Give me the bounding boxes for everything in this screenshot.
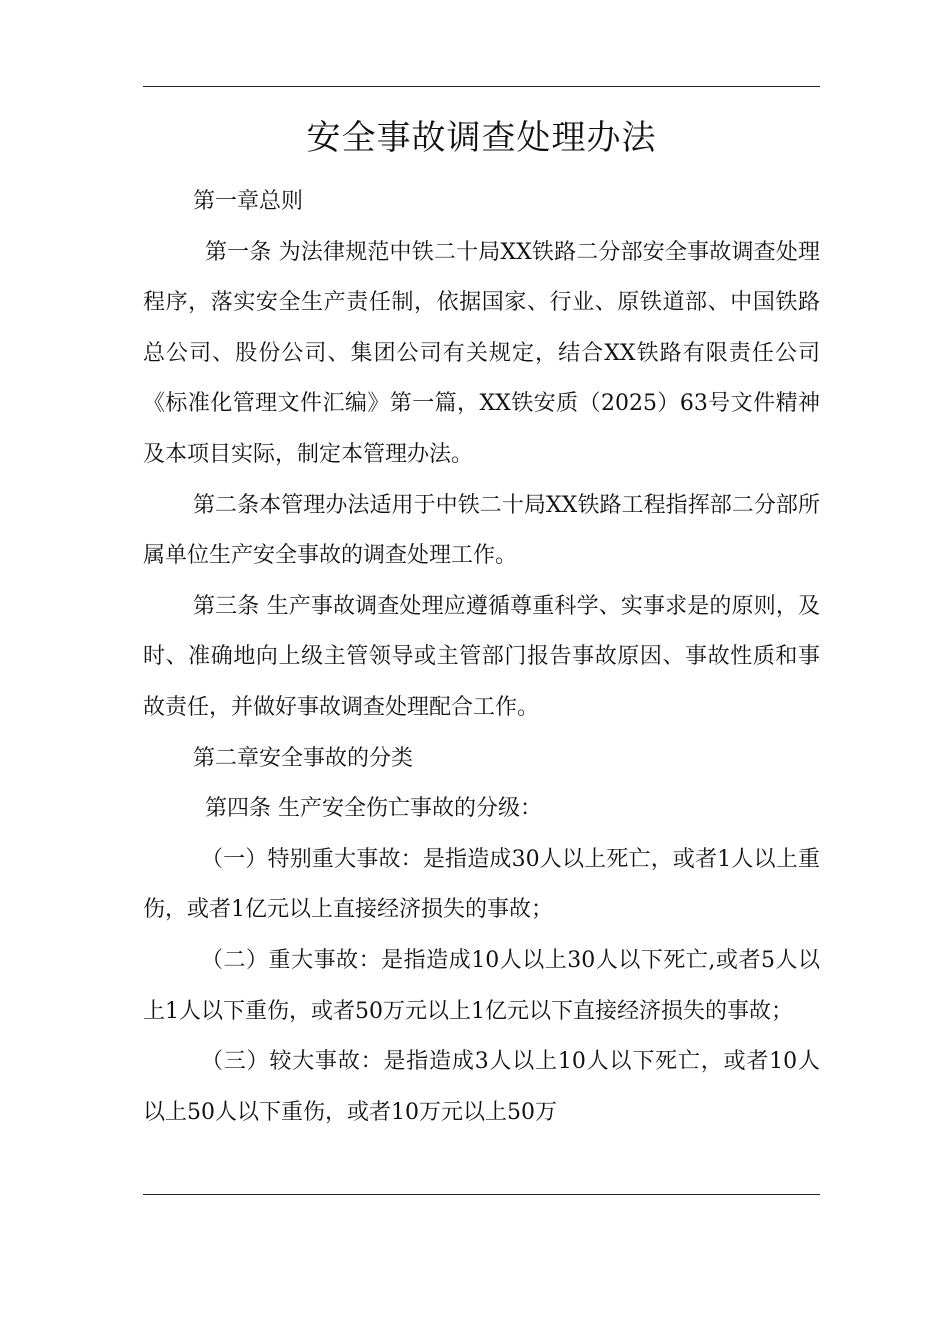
clause-1: （一）特别重大事故：是指造成30人以上死亡，或者1人以上重伤，或者1亿元以上直接经济损失的事故；: [143, 846, 820, 923]
article-3: 第三条 生产事故调查处理应遵循尊重科学、实事求是的原则，及时、准确地向上级主管领导或主管部门报告事故原因、事故性质和事故责任，并做好事故调查处理配合工作。: [143, 593, 820, 720]
document-body: [143, 177, 820, 1138]
clause-2: （二）重大事故：是指造成10人以上30人以下死亡,或者5人以上1人以下重伤，或者50万元以上1亿元以下直接经济损失的事故；: [143, 947, 820, 1024]
chapter-heading-2: 第二章安全事故的分类: [193, 745, 414, 771]
article-2: 第二条本管理办法适用于中铁二十局XX铁路工程指挥部二分部所属单位生产安全事故的调查处理工作。: [143, 492, 820, 569]
header-rule: [143, 86, 820, 87]
chapter-heading-1: 第一章总则: [193, 189, 304, 214]
article-4: 第四条 生产安全伤亡事故的分级：: [205, 796, 542, 822]
article-1: 第一条 为法律规范中铁二十局XX铁路二分部安全事故调查处理程序，落实安全生产责任制，依据国家、行业、原铁道部、中国铁路总公司、股份公司、集团公司有关规定，结合XX铁路有限责任公司《标准化管理文件汇编》第一篇，XX铁安质（2025）63号文件精神及本项目实际，制定本管理办法。: [143, 239, 820, 467]
clause-3: （三）较大事故：是指造成3人以上10人以下死亡，或者10人以上50人以下重伤，或者10万元以上50万: [143, 1049, 820, 1125]
document-title: 安全事故调查处理办法: [306, 118, 657, 158]
footer-rule: [143, 1194, 820, 1195]
